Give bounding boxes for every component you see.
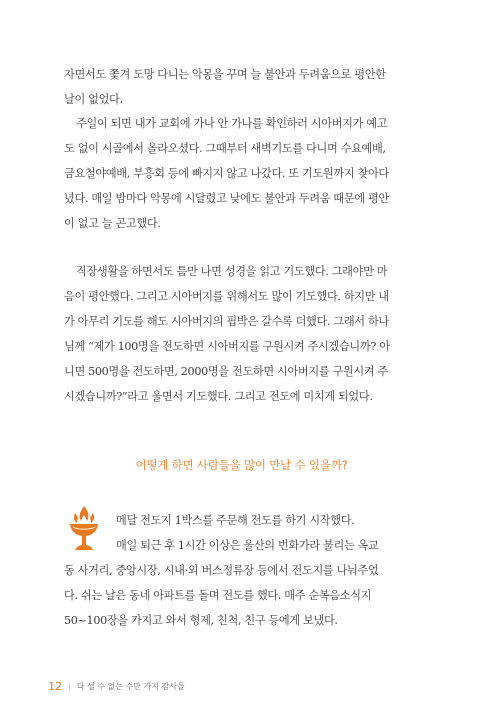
text-line: 님께 “제가 100명을 전도하면 시아버지를 구원시켜 주시겠습니까? 아 bbox=[64, 340, 390, 353]
text-line: 음이 평안했다. 그리고 시아버지를 위해서도 많이 기도했다. 하지만 내 bbox=[64, 290, 389, 303]
paragraph-2 bbox=[64, 111, 424, 236]
text-line: 동 사거리, 중앙시장, 시내·외 버스정류장 등에서 전도지를 나눠주었 bbox=[64, 564, 379, 577]
text-line: 이 없고 늘 곤고했다. bbox=[64, 217, 161, 230]
paragraph-3 bbox=[64, 259, 424, 409]
text-line: 시겠습니까?”라고 울면서 기도했다. 그리고 전도에 미치게 되었다. bbox=[64, 390, 373, 403]
paragraph-1 bbox=[64, 62, 424, 112]
text-line: 날이 없었다. bbox=[64, 93, 123, 106]
text-line: 매일 퇴근 후 1시간 이상은 울산의 번화가라 불리는 옥교 bbox=[116, 539, 379, 552]
text-line: 녔다. 매일 밤마다 악몽에 시달렸고 낮에도 불안과 두려움 때문에 평안 bbox=[64, 192, 389, 205]
text-line: 주일이 되면 내가 교회에 가나 안 가나를 확인하러 시아버지가 예고 bbox=[76, 117, 388, 130]
text-line: 50~100장을 가지고 와서 형제, 친척, 친구 등에게 보냈다. bbox=[64, 614, 338, 627]
text-line: 다. 쉬는 날은 동네 아파트를 돌며 전도를 했다. 매주 순복음소식지 bbox=[64, 589, 372, 602]
text-line: 자면서도 쫓겨 도망 다니는 악몽을 꾸며 늘 불안과 두려움으로 평안한 bbox=[64, 68, 386, 81]
page-number: 12 bbox=[48, 680, 62, 693]
text-line: 금요철야예배, 부흥회 등에 빠지지 않고 나갔다. 또 기도원까지 찾아다 bbox=[64, 167, 389, 180]
book-title: 다 셀 수 없는 수만 가지 감사들 bbox=[76, 682, 185, 691]
page-footer bbox=[48, 680, 185, 693]
text-line: 니면 500명을 전도하면, 2000명을 전도하면 시아버지를 구원시켜 주 bbox=[64, 365, 388, 378]
text-line: 가 아무리 기도를 해도 시아버지의 핍박은 갈수록 더했다. 그래서 하나 bbox=[64, 315, 389, 328]
footer-separator: | bbox=[68, 682, 71, 691]
section-heading: 어떻게 하면 사람들을 많이 만날 수 있을까? bbox=[135, 458, 348, 472]
paragraph-5 bbox=[64, 508, 424, 633]
text-line: 직장생활을 하면서도 틈만 나면 성경을 읽고 기도했다. 그래야만 마 bbox=[76, 265, 388, 278]
text-line: 메달 전도지 1박스를 주문해 전도를 하기 시작했다. bbox=[116, 514, 355, 527]
text-line: 도 없이 시골에서 올라오셨다. 그때부터 새벽기도를 다니며 수요예배, bbox=[64, 142, 386, 155]
